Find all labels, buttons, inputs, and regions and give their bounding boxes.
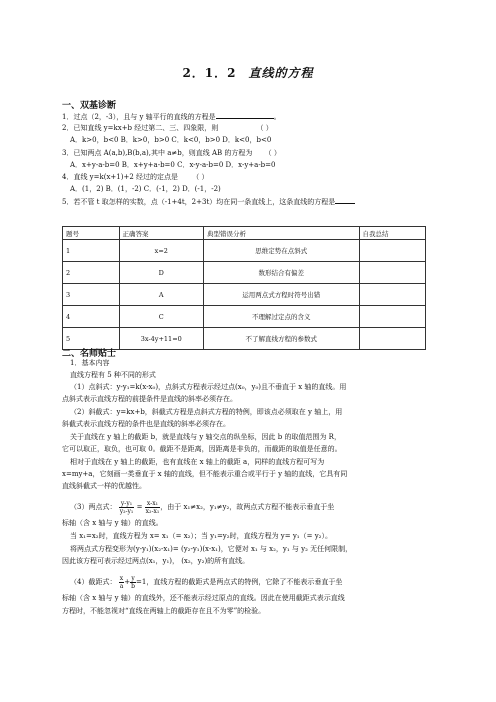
table-cell [359,262,425,284]
question-5: 5．若不管 t 取怎样的实数，点（-1+4t，2+3t）均在同一条直线上，这条直线的方程是 [62,196,452,207]
two-point-form-line: （3）两点式： $\frac{\text{y-y₁}}{\text{y₂-y₁}}$ = $\frac{\text{x-x₁}}{\text{x₂-x₁}}$ ，由于 x₁≠x₂，y₁≠y₂，故两点式方程不能表示垂直于坐 [70,499,335,515]
answer-blank [216,111,274,119]
table-cell: 3 [63,284,120,306]
table-row [63,328,426,350]
table-cell: 运用两点式方程时符号出错 [204,284,360,306]
table-row [63,262,426,284]
question-3: 3．已知两点 A(a,b),B(b,a),其中 a≠b，则直线 AB 的方程为 （ ） [62,149,281,157]
table-row [63,306,426,328]
table-cell: 1 [63,240,120,262]
question-1: 1．过点（2，-3），且与 y 轴平行的直线的方程是 。 [62,113,281,121]
paragraph-line: 直线方程有 5 种不同的形式 [70,371,156,379]
fraction: $\frac{\text{y-y₁}}{\text{y₂-y₁}}$ [119,499,134,515]
paragraph-line: 方程时，不能忽视对“直线在两轴上的截距存在且不为零”的检验。 [62,607,266,615]
question-2-options: A．k>0，b<0 B．k>0，b>0 C．k<0，b>0 D．k<0，b<0 [70,136,272,144]
table-cell [359,306,425,328]
section-heading-2: 二、名师贴士 [62,349,117,359]
table-header-row [63,227,426,240]
paragraph-line: 1．基本内容 [70,359,110,367]
paragraph-line: （1）点斜式：y-y₁=k(x-x₀)，点斜式方程表示经过点(x₀，y₀)且不垂直于 x 轴的直线。用 [70,383,347,391]
table-header: 题号 [63,227,120,240]
table-cell: A [119,284,204,306]
table-cell: 不理解过定点的含义 [204,306,360,328]
question-3-options: A．x+y-a-b=0 B．x+y+a-b=0 C．x-y-a-b=0 D．x-y+a-b=0 [70,161,276,169]
question-2: 2．已知直线 y=kx+b 经过第二、三、四象限，则 （ ） [62,124,273,132]
fraction: $\frac{x}{a}$ [119,574,124,590]
table-cell [359,328,425,350]
question-4-options: A．(1，2) B．(1，-2) C．(-1，2) D．(-1，-2) [70,185,221,193]
paragraph-line: 关于直线在 y 轴上的截距 b，就是直线与 y 轴交点的纵坐标，因此 b 的取值范围为 R， [70,433,341,441]
paragraph-line: 将两点式方程变形为(y-y₁)(x₂-x₁)= (y₂-y₁)(x-x₁)，它便对 x₁ 与 x₂，y₁ 与 y₂ 无任何限制， [70,545,353,553]
table-row [63,240,426,262]
fraction: $\frac{\text{x-x₁}}{\text{x₂-x₁}}$ [145,499,160,515]
table-cell [359,240,425,262]
paragraph-line: x=my+a，它刻画一类垂直于 x 轴的直线，但不能表示重合或平行于 y 轴的直线，它具有同 [62,470,348,478]
table-cell [359,284,425,306]
page-title [0,64,496,81]
table-cell: 4 [63,306,120,328]
table-cell: C [119,306,204,328]
table-header: 自我总结 [359,227,425,240]
table-cell: 5 [63,328,120,350]
table-row [63,284,426,306]
paragraph-line: 标轴（含 x 轴与 y 轴）的直线。 [62,519,163,527]
table-header: 正确答案 [119,227,204,240]
table-cell: 数形结合有偏差 [204,262,360,284]
table-cell: x=2 [119,240,204,262]
section-heading-1: 一、双基诊断 [62,101,117,111]
answer-blank [335,196,355,204]
paragraph-line: （2）斜截式：y=kx+b，斜截式方程是点斜式方程的特例，即该点必须取在 y 轴上，用 [70,408,343,416]
paragraph-line: 标轴（含 x 轴与 y 轴）的直线外，还不能表示经过原点的直线。因此在使用截距式表示直线 [62,594,345,602]
paragraph-line: 当 x₁=x₂时，直线方程为 x= x₁（= x₂）；当 y₁=y₂时，直线方程为 y= y₁（= y₂）。 [70,532,332,540]
table-header: 典型错误分析 [204,227,360,240]
intercept-form-line: （4）截距式： $\frac{x}{a}$ + $\frac{y}{b}$ =1，直线方程的截距式是两点式的特例，它除了不能表示垂直于坐 [70,574,343,590]
paragraph-line: 点斜式表示直线方程的前提条件是直线的斜率必须存在。 [62,395,237,403]
title-text: 直线的方程 [248,66,314,80]
paragraph-line: 因此该方程可表示经过两点(x₁，y₁)， (x₂，y₂)的所有直线。 [62,557,250,565]
table-cell: 思维定势在点斜式 [204,240,360,262]
paragraph-line: 直线斜截式一样的优越性。 [62,482,146,490]
table-cell: 2 [63,262,120,284]
question-4: 4．直线 y=k(x+1)+2 经过的定点是 （ ） [62,173,209,181]
fraction: $\frac{y}{b}$ [131,574,135,590]
paragraph-line: 它可以取正，取负，也可取 0。截距不是距离，因距离是非负的，而截距的取值是任意的。 [62,445,342,453]
table-cell: 3x-4y+11=0 [119,328,204,350]
paragraph-line: 斜截式表示直线方程的条件也是直线的斜率必须存在。 [62,420,230,428]
paragraph-line: 相对于直线在 y 轴上的截距，也有直线在 x 轴上的截距 a，同样的直线方程可写为 [70,458,325,466]
answer-table [62,226,426,350]
title-number: 2．1．2 [182,66,237,80]
table-cell: 不了解直线方程的参数式 [204,328,360,350]
table-cell: D [119,262,204,284]
